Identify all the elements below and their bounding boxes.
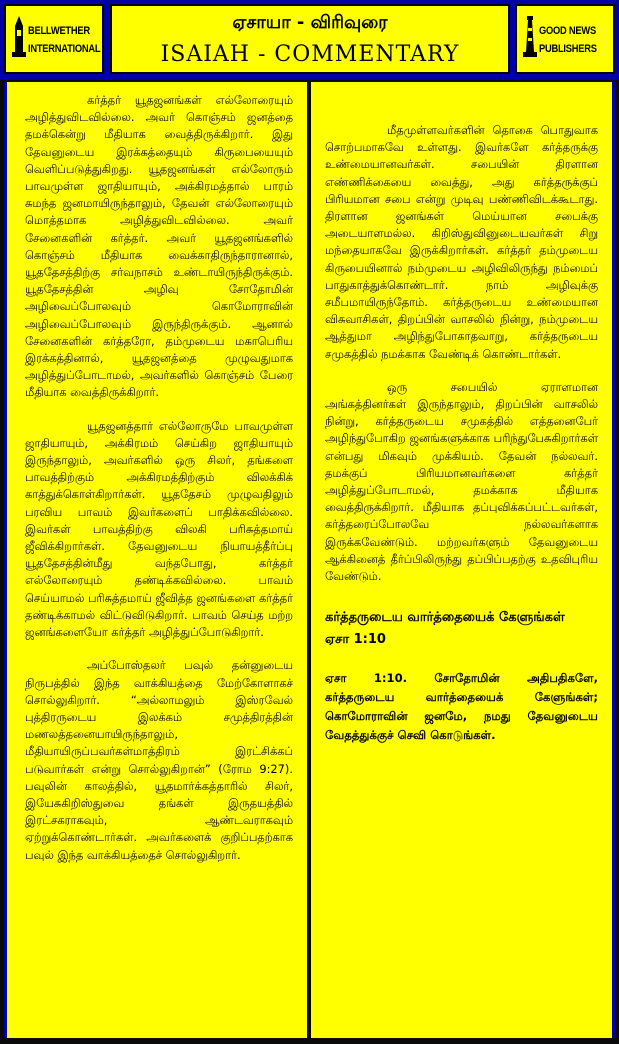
logo-line2: PUBLISHERS — [539, 43, 597, 55]
logo-line1: BELLWETHER — [28, 25, 90, 37]
lighthouse-icon — [521, 14, 539, 58]
title-panel — [110, 4, 510, 74]
bellwether-logo — [4, 4, 104, 74]
bell-tower-icon — [10, 14, 28, 58]
verse-text: ஏசா 1:10. சோதோமின் அதிபதிகளே, கர்த்தருடைய வார்த்தையைக் கேளுங்கள்; கொமோராவின் ஜனமே, நமது தேவனுடைய வேதத்துக்குச் செவி கொடுங்கள். — [325, 671, 598, 743]
good-news-logo — [515, 4, 615, 74]
section-heading-reference: ஏசா 1:10 — [325, 632, 386, 648]
section-heading — [325, 607, 598, 651]
title-english: ISAIAH - COMMENTARY — [160, 42, 460, 67]
left-column — [4, 82, 307, 1038]
logo-line2: INTERNATIONAL — [28, 43, 101, 55]
title-tamil: ஏசாயா - விரிவுரை — [232, 12, 388, 33]
commentary-paragraph: யூதஜனத்தார் எல்லோருமே பாவமுள்ள ஜாதியாயும், அக்கிரமம் செய்கிற ஜாதியாயும் இருந்தாலும், அவர்களில் ஒரு சிலர், தங்களை பாவத்திற்கும் அக்கிரமத்திற்கும் விலக்கிக் காத்துக்கொள்கிறார்கள். யூததேசம் முழுவதிலும் பரவிய பாவம் இவர்களைப் பாதிக்கவில்லை. இவர்கள் பாவத்திற்கு விலகி பரிசுத்தமாய் ஜீவிக்கிறார்கள். தேவனுடைய நியாயத்தீர்ப்பு யூததேசத்தின்மீது வந்தபோது, கர்த்தர் எல்லோரையும் தண்டிக்கவில்லை. பாவம் செய்யாமல் பரிசுத்தமாய் ஜீவித்த ஜனங்களை கர்த்தர் தண்டிக்காமல் விட்டுவிடுகிறார். பாவம் செய்த மற்ற ஜனங்களையோ கர்த்தர் அழித்துப்போடுகிறார். — [25, 418, 293, 640]
commentary-paragraph: கர்த்தர் யூதஜனங்கள் எல்லோரையும் அழித்துவிடவில்லை. அவர் கொஞ்சம் ஜனத்தை தமக்கென்று மீதியாக வைத்திருக்கிறார். இது தேவனுடைய இரக்கத்தையும் கிருபையையும் வெளிப்படுத்துகிறது. யூதஜனங்கள் எல்லோரும் பாவமுள்ள ஜாதியாயும், அக்கிரமத்தால் பாரம் சுமந்த ஜனமாயிருந்தாலும், தேவன் எல்லோரையும் மொத்தமாக அழித்துவிடவில்லை. அவர் சேனைகளின் கர்த்தர். அவர் யூதஜனங்களில் கொஞ்சம் மீதியாக வைக்காதிருந்தாரானால், யூததேசத்திற்கு சர்வநாசம் உண்டாயிருந்திருக்கும். யூததேசத்தின் அழிவு சோதோமின் அழிவைப்போலவும் கொமோராவின் அழிவைப்போலவும் இருந்திருக்கும். ஆனால் சேனைகளின் கர்த்தரோ, தம்முடைய மகாபெரிய இரக்கத்தினால், யூதஜனத்தை முழுவதுமாக அழித்துப்போடாமல், அவர்களில் கொஞ்சம் பேரை மீதியாக வைத்திருக்கிறார். — [25, 93, 293, 400]
logo-line1: GOOD NEWS — [539, 25, 596, 37]
commentary-paragraph: மீதமுள்ளவர்களின் தொகை பொதுவாக சொற்பமாகவே உள்ளது. இவர்களே கர்த்தருக்கு உண்மையானவர்கள். சபையின் திரளான எண்ணிக்கையை வைத்து, அது கர்த்தருக்குப் பிரியமான சபை என்று முடிவு பண்ணிவிடக்கூடாது. திரளான ஜனங்கள் மெய்யான சபைக்கு அடையாளமல்ல. கிறிஸ்துவினுடையவர்கள் சிறு மந்தையாகவே இருக்கிறார்கள். கர்த்தர் தம்முடைய கிருபையினால் நம்முடைய அழிவிலிருந்து நம்மைப் பாதுகாத்துக்கொண்டார். நாம் அழிவுக்கு சமீபமாயிருந்தோம். கர்த்தருடைய உண்மையான விசுவாசிகள், திறப்பின் வாசலில் நின்று, நம்முடைய ஆத்துமா அழிந்துபோகாதவாறு, கர்த்தருடைய சமுகத்தில் நமக்காக வேண்டிக் கொண்டார்கள். — [325, 123, 598, 361]
section-heading-title: கர்த்தருடைய வார்த்தையைக் கேளுங்கள் — [325, 610, 565, 626]
right-column — [311, 82, 615, 1038]
header-bar — [0, 0, 619, 80]
commentary-paragraph: ஒரு சபையில் ஏராளமான அங்கத்தினர்கள் இருந்தாலும், திறப்பின் வாசலில் நின்று, கர்த்தருடைய சமுகத்தில் எத்தனைபேர் அழிந்துபோகிற ஜனங்களுக்காக பரிந்துபேசுகிறார்கள் என்பது மிகவும் முக்கியம். தேவன் நல்லவர். தமக்குப் பிரியமானவர்களை கர்த்தர் அழித்துப்போடாமல், தமக்காக மீதியாக வைத்திருக்கிறார். மீதியாக தப்புவிக்கப்பட்டவர்கள், கர்த்தரைப்போலவே நல்லவர்களாக இருக்கவேண்டும். மற்றவர்களும் தேவனுடைய ஆக்கினைத் தீர்ப்பிலிருந்து தப்பிப்பதற்கு உதவிபுரிய வேண்டும். — [325, 379, 598, 584]
commentary-paragraph: அப்போஸ்தலர் பவுல் தன்னுடைய நிருபத்தில் இந்த வாக்கியத்தை மேற்கோளாகச் சொல்லுகிறார். “அல்லாமலும் இஸ்ரவேல் புத்திரருடைய இலக்கம் சமுத்திரத்தின் மணலத்தனையாயிருந்தாலும், மீதியாயிருப்பவர்கள்மாத்திரம் இரட்சிக்கப் படுவார்கள் என்று சொல்லுகிறான்” (ரோம 9:27). பவுலின் காலத்தில், யூதமார்க்கத்தாரில் சிலர், இயேசுகிறிஸ்துவை தங்கள் இருதயத்தில் இரட்சகராகவும், ஆண்டவராகவும் ஏற்றுக்கொண்டார்கள். அவர்களைக் குறிப்பதற்காக பவுல் இந்த வாக்கியத்தைச் சொல்லுகிறார். — [25, 658, 293, 862]
